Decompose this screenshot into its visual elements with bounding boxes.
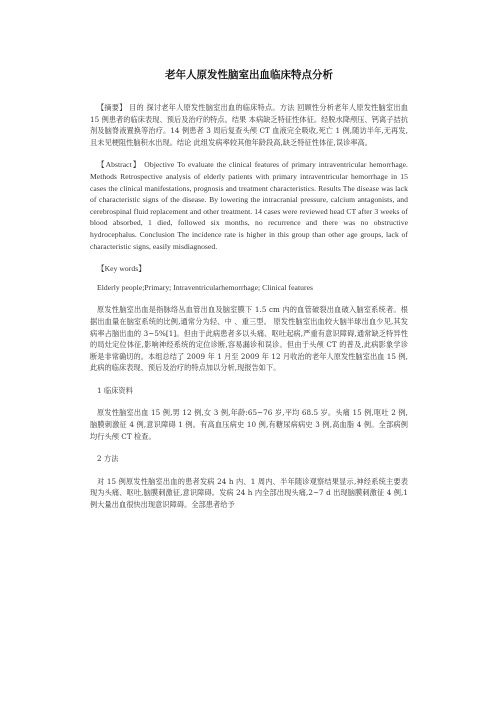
abstract-chinese: 【摘要】 目的 探讨老年人原发性脑室出血的临床特点。方法 回顾性分析老年人原发性脑室出血 15 例患者的临床表现、预后及治疗的特点。结果 本病缺乏特征性体征。经脱水降颅压、钙离子拮抗剂及脑脊液置换等治疗。14 例患者 3 周后复查头颅 CT 血液完全吸收,死亡 1 例,随访半年,无再发,且未见梗阻性脑积水出现。结论 此组发病率较其他年龄段高,缺乏特征性体征,误诊率高。 [90, 103, 408, 147]
document-title: 老年人原发性脑室出血临床特点分析 [165, 69, 333, 81]
section-1-body: 原发性脑室出血 15 例,男 12 例,女 3 例,年龄:65~76 岁,平均 68.5 岁。头痛 15 例,呕吐 2 例,脑膜刺激征 4 例,意识障碍 1 例。有高血压病史 10 例,有糖尿病病史 3 例,高血脂 4 例。全部病例均行头颅 CT 检查。 [90, 408, 408, 441]
section-2-heading: 2 方法 [97, 454, 119, 464]
document-page [90, 60, 408, 511]
abstract-english: 【Abstract】 Objective To evaluate the clinical features of primary intraventricular hemorrhage. Methods Retrospective analysis of elderly patients with primary intraventricular hemorrhage in 15 cases the clinical manifestations, prognosis and treatment characteristics. Results The disease was lack of characteristic signs of the disease. By lowering the intracranial pressure, calcium antagonists, and cerebrospinal fluid replacement and other treatment. 14 cases were reviewed head CT after 3 weeks of blood absorbed, 1 died, followed six months, no recurrence and there was no obstructive hydrocephalus. Conclusion The incidence rate is higher in this group than other age groups, lack of characteristic signs, easily misdiagnosed. [90, 160, 408, 251]
section-2-body: 对 15 例原发性脑室出血的患者发病 24 h 内、1 周内、半年随诊观察结果显示,神经系统主要表现为头痛、呕吐,脑膜刺激征,意识障碍。发病 24 h 内全部出现头痛,2~7 d 出现脑膜刺激征 4 例,1 例大量出血很快出现意识障碍。全部患者给予 [90, 476, 408, 510]
keywords-label: 【Key words】 [97, 264, 146, 274]
keywords-text: Elderly people;Primary; Intraventricularhemorrhage; Clinical features [97, 282, 313, 292]
introduction-paragraph: 原发性脑室出血是指脉络丛血管出血及脑室膜下 1.5 cm 内的血管破裂出血破入脑室系统者。根据出血量在脑室系统的比例,通常分为轻、中 、重三型。 原发性脑室出血较大脑半球出血少见,其发病率占脑出血的 3~5%[1]。但由于此病患者多以头痛、呕吐起病,严重有意识障碍,通常缺乏特异性的局灶定位体征,影响神经系统的定位诊断,容易漏诊和误诊。但由于头颅 CT 的普及,此病影象学诊断是非常确切的。本组总结了 2009 年 1 月至 2009 年 12 月收治的老年人原发性脑室出血 15 例,此病的临床表现、预后及治疗的特点加以分析,现报告如下。 [90, 305, 408, 373]
section-1-heading: 1 临床资料 [97, 385, 133, 395]
